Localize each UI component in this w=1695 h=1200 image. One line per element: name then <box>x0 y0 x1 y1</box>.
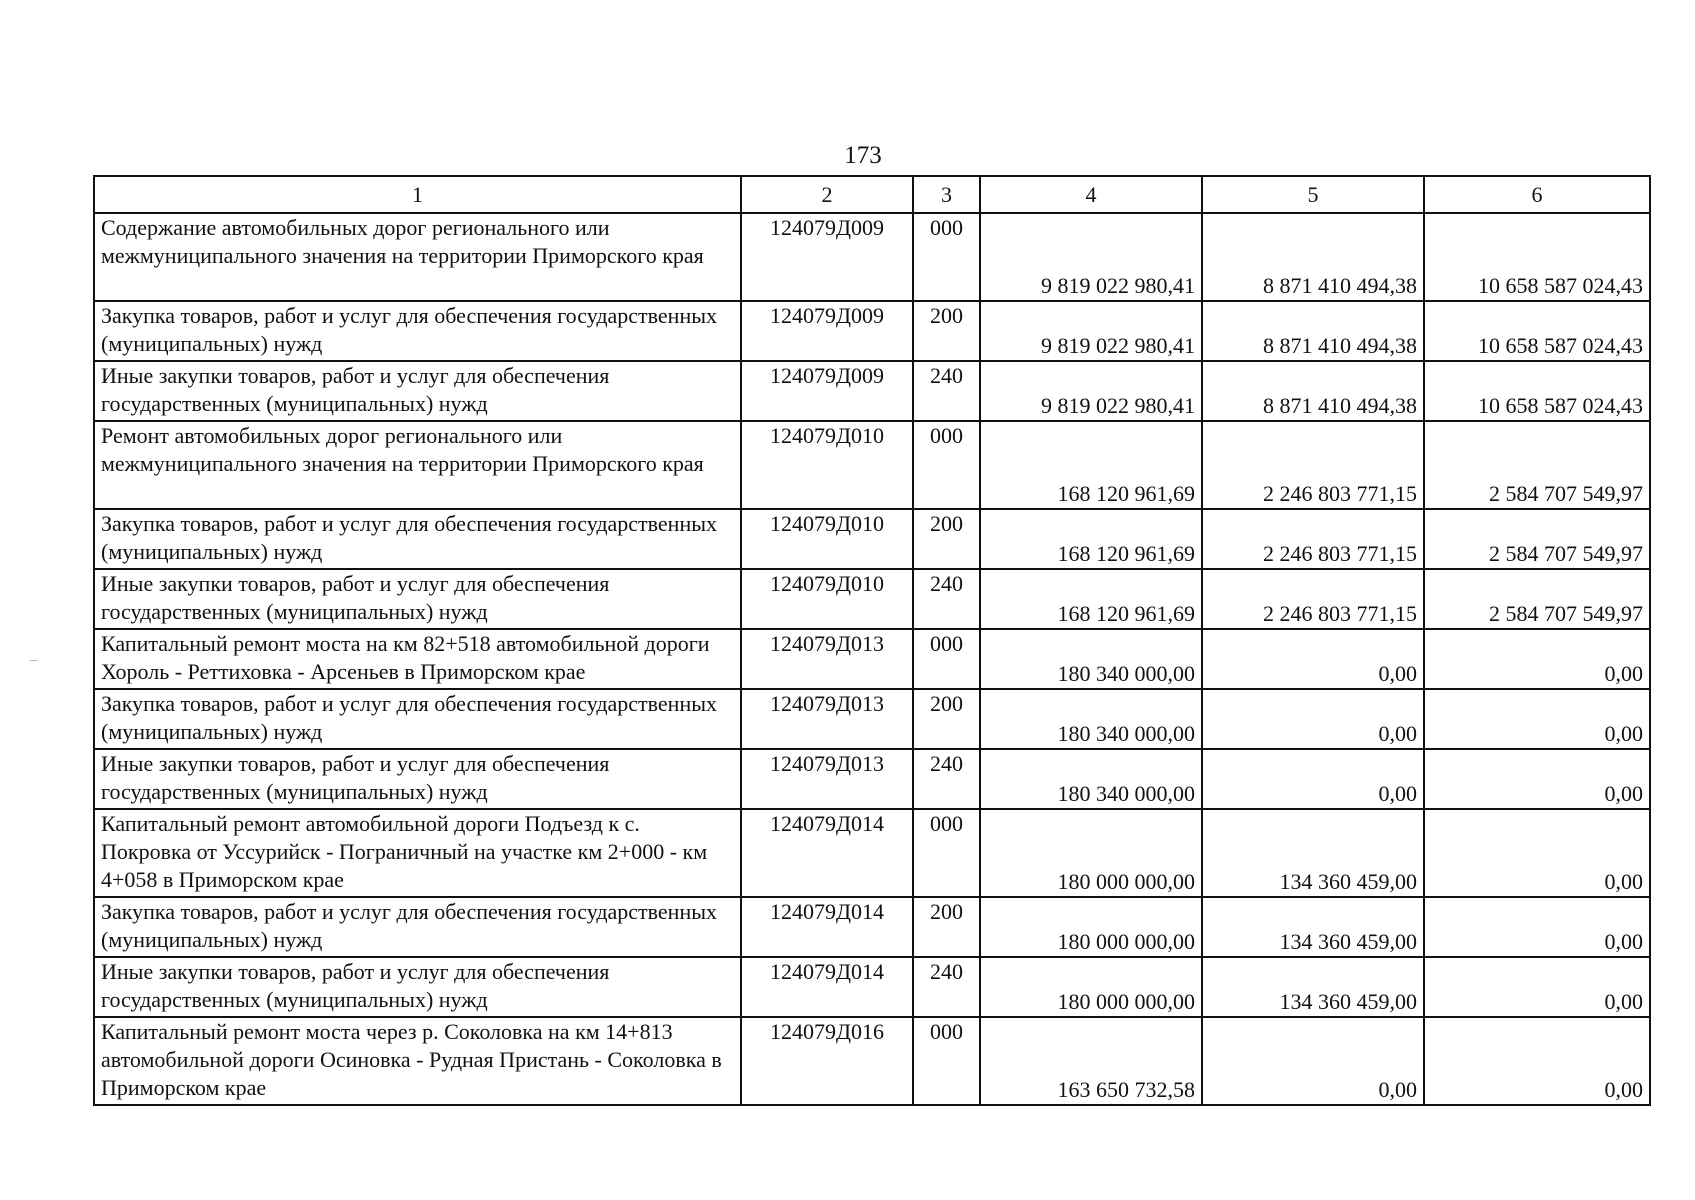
item-name: Содержание автомобильных дорог регионального или межмуниципального значения на территории Приморского края <box>94 213 741 301</box>
amount-col5: 8 871 410 494,38 <box>1202 361 1424 421</box>
amount-col6: 0,00 <box>1424 629 1650 689</box>
amount-col5: 134 360 459,00 <box>1202 897 1424 957</box>
column-header-5: 5 <box>1202 176 1424 213</box>
amount-col4: 9 819 022 980,41 <box>980 361 1202 421</box>
item-name: Закупка товаров, работ и услуг для обеспечения государственных (муниципальных) нужд <box>94 897 741 957</box>
page-number: 173 <box>844 142 882 169</box>
expense-type: 240 <box>913 957 980 1017</box>
target-code: 124079Д014 <box>741 957 913 1017</box>
amount-col5: 0,00 <box>1202 749 1424 809</box>
table-row <box>94 689 1650 749</box>
amount-col4: 180 340 000,00 <box>980 689 1202 749</box>
item-name: Капитальный ремонт моста на км 82+518 автомобильной дороги Хороль - Реттиховка - Арсеньев в Приморском крае <box>94 629 741 689</box>
amount-col4: 168 120 961,69 <box>980 421 1202 509</box>
amount-col6: 2 584 707 549,97 <box>1424 569 1650 629</box>
target-code: 124079Д009 <box>741 301 913 361</box>
expense-type: 000 <box>913 1017 980 1105</box>
amount-col6: 10 658 587 024,43 <box>1424 301 1650 361</box>
header-row <box>94 176 1650 213</box>
amount-col6: 0,00 <box>1424 689 1650 749</box>
expense-type: 000 <box>913 421 980 509</box>
amount-col5: 0,00 <box>1202 1017 1424 1105</box>
amount-col4: 180 000 000,00 <box>980 957 1202 1017</box>
item-name: Иные закупки товаров, работ и услуг для обеспечения государственных (муниципальных) нужд <box>94 749 741 809</box>
column-header-4: 4 <box>980 176 1202 213</box>
column-header-1: 1 <box>94 176 741 213</box>
target-code: 124079Д014 <box>741 897 913 957</box>
target-code: 124079Д013 <box>741 689 913 749</box>
table-row <box>94 749 1650 809</box>
table-row <box>94 809 1650 897</box>
item-name: Иные закупки товаров, работ и услуг для обеспечения государственных (муниципальных) нужд <box>94 361 741 421</box>
target-code: 124079Д010 <box>741 509 913 569</box>
amount-col4: 163 650 732,58 <box>980 1017 1202 1105</box>
item-name: Иные закупки товаров, работ и услуг для обеспечения государственных (муниципальных) нужд <box>94 957 741 1017</box>
expense-type: 200 <box>913 689 980 749</box>
target-code: 124079Д009 <box>741 361 913 421</box>
amount-col6: 2 584 707 549,97 <box>1424 509 1650 569</box>
amount-col5: 2 246 803 771,15 <box>1202 569 1424 629</box>
table-row <box>94 569 1650 629</box>
amount-col4: 168 120 961,69 <box>980 509 1202 569</box>
amount-col5: 2 246 803 771,15 <box>1202 509 1424 569</box>
table-row <box>94 509 1650 569</box>
amount-col6: 2 584 707 549,97 <box>1424 421 1650 509</box>
target-code: 124079Д010 <box>741 421 913 509</box>
item-name: Капитальный ремонт моста через р. Соколовка на км 14+813 автомобильной дороги Осиновка - Рудная Пристань - Соколовка в Приморском крае <box>94 1017 741 1105</box>
scan-margin-mark <box>30 660 38 661</box>
amount-col6: 0,00 <box>1424 957 1650 1017</box>
table-row <box>94 897 1650 957</box>
amount-col6: 0,00 <box>1424 897 1650 957</box>
expense-type: 240 <box>913 749 980 809</box>
target-code: 124079Д013 <box>741 749 913 809</box>
column-header-6: 6 <box>1424 176 1650 213</box>
amount-col5: 8 871 410 494,38 <box>1202 301 1424 361</box>
expense-type: 000 <box>913 629 980 689</box>
target-code: 124079Д014 <box>741 809 913 897</box>
amount-col4: 180 340 000,00 <box>980 749 1202 809</box>
amount-col6: 0,00 <box>1424 809 1650 897</box>
target-code: 124079Д010 <box>741 569 913 629</box>
amount-col4: 9 819 022 980,41 <box>980 213 1202 301</box>
expense-type: 240 <box>913 569 980 629</box>
expense-type: 000 <box>913 213 980 301</box>
amount-col4: 180 000 000,00 <box>980 809 1202 897</box>
amount-col5: 8 871 410 494,38 <box>1202 213 1424 301</box>
item-name: Капитальный ремонт автомобильной дороги Подъезд к с. Покровка от Уссурийск - Пограничный на участке км 2+000 - км 4+058 в Приморском крае <box>94 809 741 897</box>
table-row <box>94 301 1650 361</box>
table-row <box>94 361 1650 421</box>
table-row <box>94 629 1650 689</box>
amount-col4: 180 340 000,00 <box>980 629 1202 689</box>
amount-col6: 0,00 <box>1424 749 1650 809</box>
table-row <box>94 1017 1650 1105</box>
amount-col6: 0,00 <box>1424 1017 1650 1105</box>
target-code: 124079Д013 <box>741 629 913 689</box>
item-name: Закупка товаров, работ и услуг для обеспечения государственных (муниципальных) нужд <box>94 301 741 361</box>
target-code: 124079Д009 <box>741 213 913 301</box>
target-code: 124079Д016 <box>741 1017 913 1105</box>
amount-col5: 0,00 <box>1202 689 1424 749</box>
item-name: Закупка товаров, работ и услуг для обеспечения государственных (муниципальных) нужд <box>94 689 741 749</box>
column-header-3: 3 <box>913 176 980 213</box>
amount-col4: 9 819 022 980,41 <box>980 301 1202 361</box>
budget-table <box>93 175 1651 1106</box>
table-row <box>94 957 1650 1017</box>
item-name: Иные закупки товаров, работ и услуг для обеспечения государственных (муниципальных) нужд <box>94 569 741 629</box>
expense-type: 240 <box>913 361 980 421</box>
amount-col5: 134 360 459,00 <box>1202 809 1424 897</box>
column-header-2: 2 <box>741 176 913 213</box>
item-name: Ремонт автомобильных дорог регионального или межмуниципального значения на территории Приморского края <box>94 421 741 509</box>
amount-col5: 0,00 <box>1202 629 1424 689</box>
item-name: Закупка товаров, работ и услуг для обеспечения государственных (муниципальных) нужд <box>94 509 741 569</box>
table-row <box>94 421 1650 509</box>
table-row <box>94 213 1650 301</box>
amount-col6: 10 658 587 024,43 <box>1424 213 1650 301</box>
expense-type: 200 <box>913 509 980 569</box>
amount-col5: 2 246 803 771,15 <box>1202 421 1424 509</box>
amount-col4: 168 120 961,69 <box>980 569 1202 629</box>
amount-col5: 134 360 459,00 <box>1202 957 1424 1017</box>
expense-type: 000 <box>913 809 980 897</box>
expense-type: 200 <box>913 897 980 957</box>
amount-col6: 10 658 587 024,43 <box>1424 361 1650 421</box>
amount-col4: 180 000 000,00 <box>980 897 1202 957</box>
expense-type: 200 <box>913 301 980 361</box>
